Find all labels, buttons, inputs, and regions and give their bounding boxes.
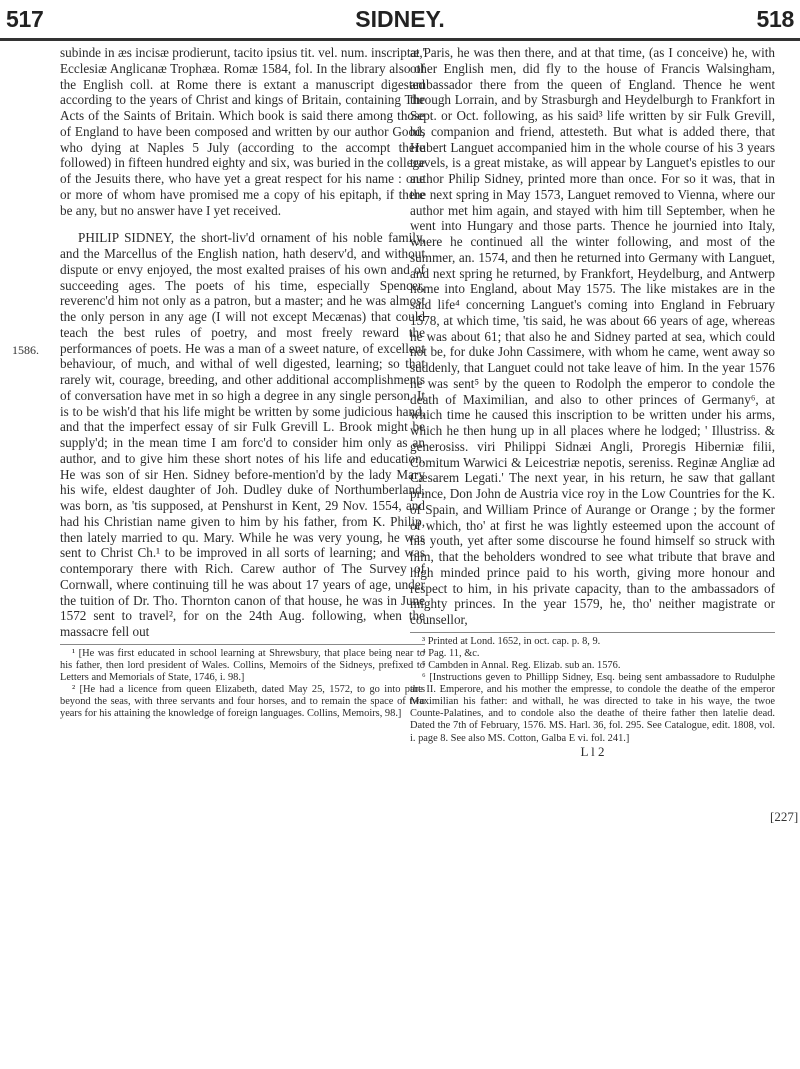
left-column	[60, 45, 425, 720]
page-number-right: 518	[756, 6, 794, 32]
margin-year-note: 1586.	[12, 343, 39, 357]
page-number-left: 517	[6, 6, 44, 32]
right-column	[410, 45, 775, 758]
left-paragraph-2: PHILIP SIDNEY, the short-liv'd ornament of his noble family, and the Marcellus of the English nation, hath deserv'd, and without dispute or envy enjoyed, the most exalted praises of his own and of succeeding ages. The poets of his time, especially Spencer, reverenc'd him not only as a patron, but a master; and he was almost the only person in any age (I will not except Mecænas) that could teach the best rules of poetry, and most freely reward the performances of poets. He was a man of a sweet nature, of excellent behaviour, of much, and withal of well digested, learning; so that rarely wit, courage, breeding, and other additional accomplishments of conversation have met in so high a degree in any single person. It is to be wish'd that his life might be written by some judicious hand, and that the imperfect essay of sir Fulk Grevill L. Brook might be supply'd; in the mean time I am forc'd to consider him only as an author, and to give him these short notes of his life and education. He was son of sir Hen. Sidney before-mention'd by the lady Mary his wife, eldest daughter of Joh. Dudley duke of Northumberland, was born, as 'tis supposed, at Penshurst in Kent, 29 Nov. 1554, and had his Christian name given to him by his father, from K. Philip, then lately married to qu. Mary. While he was very young, he was sent to Christ Ch.¹ to be improved in all sorts of learning; and was contemporary there with Rich. Carew author of The Survey of Cornwall, where continuing till he was about 17 years of age, under the tuition of Dr. Tho. Thornton canon of that house, he was in June 1572 sent to travel², for on the 24th Aug. following, when the massacre fell out	[60, 230, 425, 639]
running-head: SIDNEY.	[355, 6, 445, 32]
right-paragraph-1: at Paris, he was then there, and at that time, (as I conceive) he, with other English men, did fly to the house of Francis Walsingham, ambassador there from the queen of England. Thence he went through Lorrain, and by Strasburgh and Heydelburgh to Frankfort in Sept. or Oct. following, as his said³ life written by sir Fulk Grevill, his companion and friend, attesteth. But what is added there, that Hubert Languet accompanied him in the whole course of his 3 years travels, is a great mistake, as will appear by Languet's epistles to our author Philip Sidney, printed more than once. For so it was, that in the next spring in May 1573, Languet removed to Vienna, where our author met him again, and stayed with him till September, when he went into Hungary and those parts. Thence he journied into Italy, where he continued all the winter following, and most of the summer, an. 1574, and then he returned into Germany with Languet, and next spring he returned, by Frankfort, Heydelburg, and Antwerp home into England, about May 1575. The like mistakes are in the said life⁴ concerning Languet's coming into England in February 1578, at which time, 'tis said, he was about 66 years of age, whereas he was about 61; that also he and Sidney parted at sea, which could not be, for duke John Cassimere, with whom he came, went away so suddenly, that Languet could not take leave of him. In the year 1576 he was sent⁵ by the queen to Rodolph the emperor to condole the death of Maximilian, and also to other princes of Germany⁶, at which time he caused this inscription to be written under his arms, which he then hung up in all places where he lodged; ' Illustriss. & generosiss. viri Philippi Sidnæi Angli, Proregis Hiberniæ filii, Comitum Warwici & Leicestriæ nepotis, sereniss. Reginæ Angliæ ad Cæsarem Legati.' The next year, in his return, he saw that gallant prince, Don John de Austria vice roy in the Low Countries for the K. of Spain, and William Prince of Aurange or Orange ; by the former of which, tho' at first he was lightly esteemed upon the account of his youth, yet after some discourse he found himself so struck with him, that the beholders wondred to see what tribute that brave and high minded prince paid to his worth, giving more honour and respect to him, in his private capacity, than to the ambassadors of mighty princes. In the year 1579, he, tho' neither magistrate or counsellor,	[410, 45, 775, 627]
page-header	[0, 0, 800, 44]
right-footnotes	[410, 632, 775, 758]
footnote-2: ² [He had a licence from queen Elizabeth, dated May 25, 1572, to go into parts beyond the seas, with three servants and four horses, and to remain the space of two years for his attaining the knowledge of foreign languages. Collins, Memoirs, 98.]	[60, 684, 425, 720]
signature-mark: L l 2	[580, 743, 605, 759]
left-paragraph-1: subinde in æs incisæ prodierunt, tacito ipsius tit. vel. num. inscriptæ,' Ecclesiæ Anglicanæ Trophæa. Romæ 1584, fol. In the library also of the English coll. at Rome there is extant a manuscript digested according to the years of Christ and kings of Britain, containing The Acts of the Saints of Britain. Which book is said there among those of England to have been composed and written by our author Good, who dying at Naples 5 July (according to the accompt there followed) in fifteen hundred eighty and six, was buried in the college of the Jesuits there, who have yet a great respect for his name : one or more of whom have promised me a copy of his epitaph, if there be any, but no answer have I yet received.	[60, 45, 425, 218]
header-rule	[0, 38, 800, 41]
footnote-3: ³ Printed at Lond. 1652, in oct. cap. p. 8, 9.	[422, 635, 601, 647]
footnote-1: ¹ [He was first educated in school learning at Shrewsbury, that place being near to his father, then lord president of Wales. Collins, Memoirs of the Sidneys, prefixed to Letters and Memorials of State, 1746, i. 98.]	[60, 647, 425, 683]
left-footnotes	[60, 644, 425, 721]
footnote-4: ⁴ Pag. 11, &c.	[422, 647, 480, 659]
footnote-6: ⁶ [Instructions geven to Phillipp Sidney, Esq. being sent ambassadore to Rudulphe the II. Emperore, and his mother the empresse, to condole the deathe of the emperor Maximilian his father: and withall, he was directed to take in his waye, the twoe Counte-Palatines, and to condole also the deathe of theire father then latelie dead. Dated the 7th of February, 1576. MS. Harl. 36, fol. 295. See Catalogue, edit. 1808, vol. i. page 8. See also MS. Cotton, Galba E vi. fol. 241.]	[410, 672, 775, 744]
margin-page-reference: [227]	[770, 809, 799, 824]
footnote-5: ⁵ Cambden in Annal. Reg. Elizab. sub an. 1576.	[422, 659, 621, 671]
